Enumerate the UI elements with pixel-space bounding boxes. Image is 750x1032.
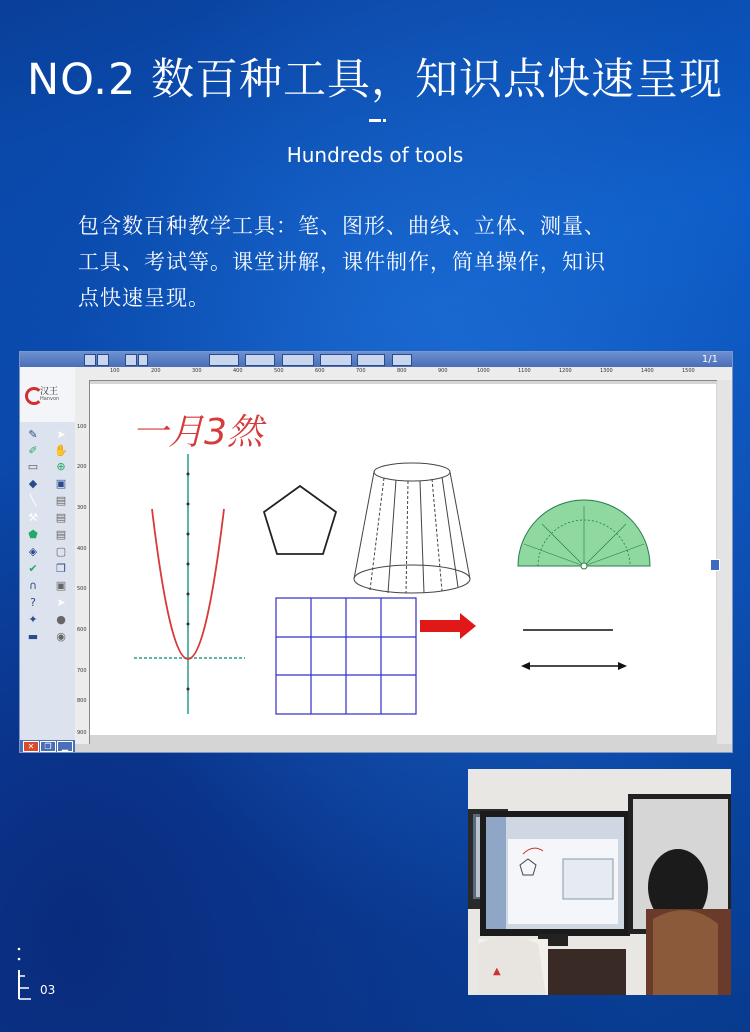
- toolbar-window-button-2[interactable]: [97, 354, 109, 366]
- description-line-3: 点快速呈现。: [78, 286, 210, 310]
- toolbar-window-button[interactable]: [84, 354, 96, 366]
- paste-icon[interactable]: ▣: [55, 579, 67, 592]
- ruler-top-label: 400: [233, 368, 243, 374]
- page-title: NO.2 数百种工具，知识点快速呈现: [27, 55, 723, 105]
- ruler-left-label: 500: [77, 586, 87, 592]
- document-icon[interactable]: ▢: [55, 545, 67, 558]
- solid-icon[interactable]: ◈: [28, 545, 38, 558]
- line-icon[interactable]: ╲: [29, 494, 37, 507]
- frustum-solid: [354, 463, 470, 593]
- magnet-icon[interactable]: ∩: [28, 579, 38, 592]
- handwriting-text: 一月3然: [132, 412, 263, 453]
- title-divider: [369, 119, 381, 122]
- grid-table: [276, 598, 416, 714]
- svg-text:▲: ▲: [493, 966, 501, 977]
- ruler-top-label: 700: [356, 368, 366, 374]
- select-icon[interactable]: ➤: [56, 596, 66, 609]
- brush-icon[interactable]: ✐: [28, 444, 38, 457]
- drawing-canvas[interactable]: [90, 384, 716, 735]
- ruler-top-label: 1100: [518, 368, 531, 374]
- red-arrow-shape: [420, 613, 476, 639]
- title-divider-dot: [383, 119, 386, 122]
- hand-icon[interactable]: ✋: [54, 444, 68, 457]
- toolbar-tool-group-6[interactable]: [392, 354, 412, 366]
- ruler-left-label: 300: [77, 505, 87, 511]
- print-icon[interactable]: ▤: [55, 528, 67, 541]
- circle-button-icon[interactable]: ●: [56, 613, 66, 626]
- zoom-icon[interactable]: ⊕: [56, 460, 66, 473]
- copy-icon[interactable]: ❐: [56, 562, 66, 575]
- classroom-photo: [468, 769, 731, 995]
- ruler-left-label: 200: [77, 464, 87, 470]
- toolbar-tool-group-3[interactable]: [282, 354, 314, 366]
- close-icon[interactable]: ✕: [23, 741, 39, 752]
- ruler-top-label: 300: [192, 368, 202, 374]
- save-icon[interactable]: ▣: [55, 477, 67, 490]
- ruler-left-label: 100: [77, 424, 87, 430]
- toolbar-tool-group-5[interactable]: [357, 354, 385, 366]
- ruler-top-label: 1500: [682, 368, 695, 374]
- toolbar-down-button[interactable]: [138, 354, 148, 366]
- folder-icon[interactable]: ▬: [27, 630, 39, 643]
- compass-icon[interactable]: ⚒: [28, 511, 38, 524]
- ruler-left-label: 700: [77, 668, 87, 674]
- toolbar-tool-group-4[interactable]: [320, 354, 352, 366]
- fill-icon[interactable]: ◆: [28, 477, 38, 490]
- window-icon[interactable]: ▤: [55, 511, 67, 524]
- app-top-toolbar: [20, 352, 732, 367]
- check-icon[interactable]: ✔: [28, 562, 38, 575]
- wrench-icon[interactable]: ✦: [28, 613, 38, 626]
- description: [78, 208, 678, 316]
- ruler-left-label: 400: [77, 546, 87, 552]
- sidebar-bottom-bar: [20, 740, 75, 752]
- logo-text: 汉王: [40, 387, 59, 397]
- ruler-top-label: 600: [315, 368, 325, 374]
- page-counter: 1/1: [701, 354, 718, 365]
- ruler-top-label: 200: [151, 368, 161, 374]
- ruler-top: [75, 367, 732, 381]
- page-subtitle: Hundreds of tools: [286, 143, 464, 167]
- record-icon[interactable]: ◉: [56, 630, 66, 643]
- pointer-icon[interactable]: ➤: [56, 428, 66, 441]
- toolbar-page-button[interactable]: [125, 354, 137, 366]
- page-number: 03: [40, 983, 56, 997]
- ruler-top-label: 1300: [600, 368, 613, 374]
- whiteboard-app-window: [19, 351, 733, 753]
- protractor-tool: [518, 500, 650, 569]
- eraser-icon[interactable]: ▭: [27, 460, 39, 473]
- ruler-top-label: 800: [397, 368, 407, 374]
- ruler-top-label: 900: [438, 368, 448, 374]
- screen-icon[interactable]: ▤: [55, 494, 67, 507]
- shape-icon[interactable]: ⬟: [28, 528, 38, 541]
- minimize-icon[interactable]: ▁: [57, 741, 73, 752]
- ruler-left-label: 900: [77, 730, 87, 736]
- logo-panel: [20, 367, 76, 422]
- description-line-2: 工具、考试等。课堂讲解，课件制作，简单操作，知识: [78, 250, 606, 274]
- coordinate-axes: [134, 454, 245, 714]
- page-indicator: [16, 946, 46, 1016]
- expand-panel-button[interactable]: [710, 559, 720, 571]
- toolbar-tool-group-1[interactable]: [209, 354, 239, 366]
- tool-sidebar: [20, 422, 76, 740]
- ruler-top-label: 500: [274, 368, 284, 374]
- ruler-left-label: 600: [77, 627, 87, 633]
- ruler-top-label: 1000: [477, 368, 490, 374]
- ruler-top-label: 1400: [641, 368, 654, 374]
- pentagon-shape: [264, 486, 336, 554]
- restore-icon[interactable]: ❐: [40, 741, 56, 752]
- logo-subtext: Hanvon: [40, 396, 60, 402]
- ruler-top-label: 1200: [559, 368, 572, 374]
- pen-icon[interactable]: ✎: [28, 428, 38, 441]
- help-icon[interactable]: ?: [30, 596, 36, 609]
- ruler-top-label: 100: [110, 368, 120, 374]
- double-arrow-line: [521, 662, 627, 670]
- toolbar-tool-group-2[interactable]: [245, 354, 275, 366]
- ruler-left-label: 800: [77, 698, 87, 704]
- ruler-left: [75, 380, 90, 744]
- description-line-1: 包含数百种教学工具：笔、图形、曲线、立体、测量、: [78, 214, 606, 238]
